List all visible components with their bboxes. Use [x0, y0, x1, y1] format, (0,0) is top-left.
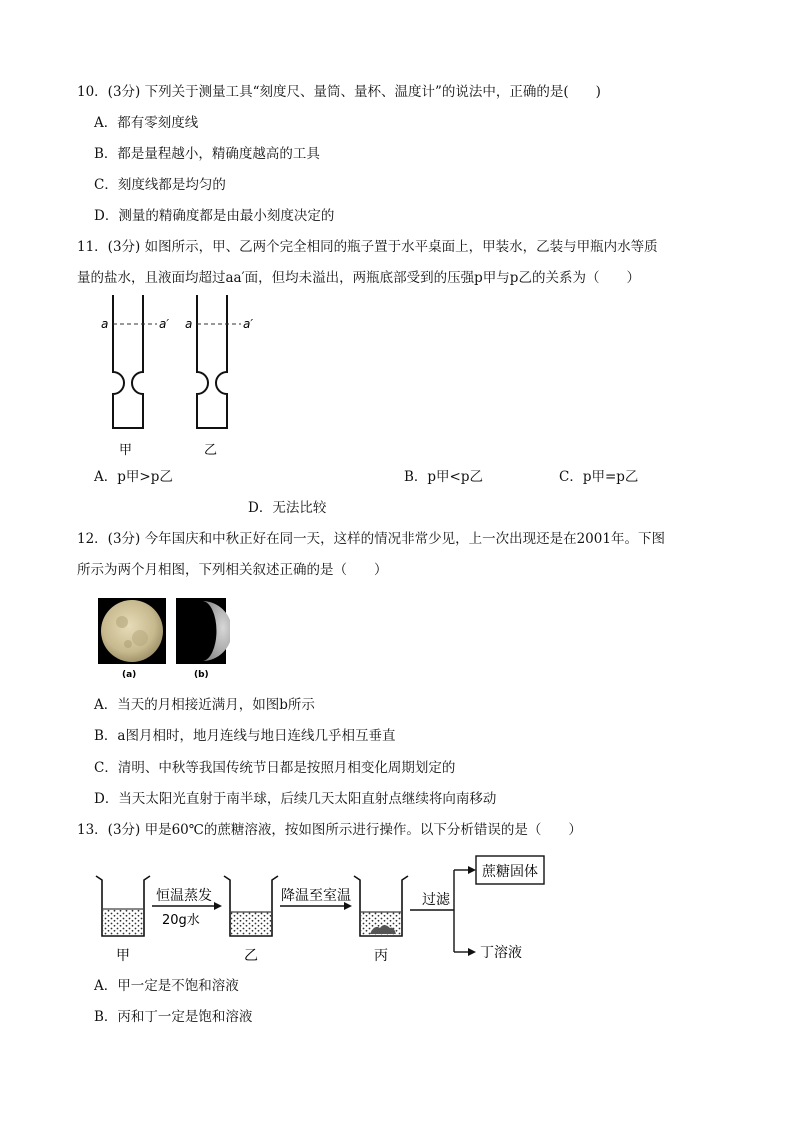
q11-option-b: B．p甲<p乙: [404, 469, 484, 485]
q10-option-a: A．都有零刻度线: [94, 115, 199, 131]
q12-option-d: D．当天太阳光直射于南半球，后续几天太阳直射点继续将向南移动: [94, 791, 497, 807]
q10-option-b: B．都是量程越小，精确度越高的工具: [94, 146, 320, 162]
q10-option-d: D．测量的精确度都是由最小刻度决定的: [94, 208, 335, 224]
q12-stem-line2: 所示为两个月相图，下列相关叙述正确的是（ ）: [77, 562, 388, 578]
label-a-prime-2: a′: [243, 317, 254, 331]
q11-stem-line2: 量的盐水，且液面均超过aa′面，但均未溢出，两瓶底部受到的压强p甲与p乙的关系为（ ）: [77, 270, 640, 286]
beaker-yi-label: 乙: [244, 948, 258, 964]
q11-option-c: C．p甲=p乙: [559, 469, 639, 485]
q13-process-figure: [92, 852, 562, 970]
step-evaporate-label: 恒温蒸发: [156, 888, 212, 904]
label-a-1: a: [101, 317, 109, 331]
beaker-bing-label: 丙: [374, 948, 388, 964]
q12-moon-figure: [98, 598, 230, 682]
beaker-yi: [224, 876, 278, 936]
bottle-yi-label: 乙: [204, 443, 218, 458]
q12-stem-line1: 12．(3分) 今年国庆和中秋正好在同一天，这样的情况非常少见，上一次出现还是在2001年。下图: [77, 531, 665, 547]
q11-stem-line1: 11．(3分) 如图所示，甲、乙两个完全相同的瓶子置于水平桌面上，甲装水，乙装与甲瓶内水等质: [77, 239, 658, 255]
step-evaporate-amount: 20g水: [162, 913, 200, 928]
q12-option-c: C．清明、中秋等我国传统节日都是按照月相变化周期划定的: [94, 760, 456, 776]
q12-option-b: B．a图月相时，地月连线与地日连线几乎相互垂直: [94, 728, 396, 744]
bottle-yi: [197, 295, 227, 428]
q13-option-b: B．丙和丁一定是饱和溶液: [94, 1009, 253, 1025]
q13-option-a: A．甲一定是不饱和溶液: [94, 978, 239, 994]
beaker-bing: [354, 876, 408, 936]
q11-bottles-figure: [95, 290, 265, 462]
beaker-jia-label: 甲: [116, 948, 130, 964]
beaker-jia: [96, 876, 150, 936]
q10-option-c: C．刻度线都是均匀的: [94, 177, 226, 193]
moon-a-label: (a): [122, 670, 137, 680]
bottle-jia-label: 甲: [119, 443, 133, 458]
q12-option-a: A．当天的月相接近满月，如图b所示: [94, 697, 315, 713]
result-solution-label: 丁溶液: [480, 945, 522, 961]
q10-stem: 10．(3分) 下列关于测量工具“刻度尺、量筒、量杯、温度计”的说法中，正确的是( ): [77, 84, 601, 100]
bottle-jia: [113, 295, 143, 428]
moon-a-full: [101, 600, 163, 662]
step-filter-label: 过滤: [422, 892, 450, 908]
moon-b-label: (b): [194, 670, 209, 680]
q11-option-d: D．无法比较: [248, 500, 327, 516]
result-solid-label: 蔗糖固体: [482, 864, 538, 880]
step-cool-label: 降温至室温: [281, 888, 351, 904]
q13-stem: 13．(3分) 甲是60℃的蔗糖溶液，按如图所示进行操作。以下分析错误的是（ ）: [77, 822, 582, 838]
label-a-2: a: [185, 317, 193, 331]
q11-option-a: A．p甲>p乙: [94, 469, 173, 485]
label-a-prime-1: a′: [159, 317, 170, 331]
